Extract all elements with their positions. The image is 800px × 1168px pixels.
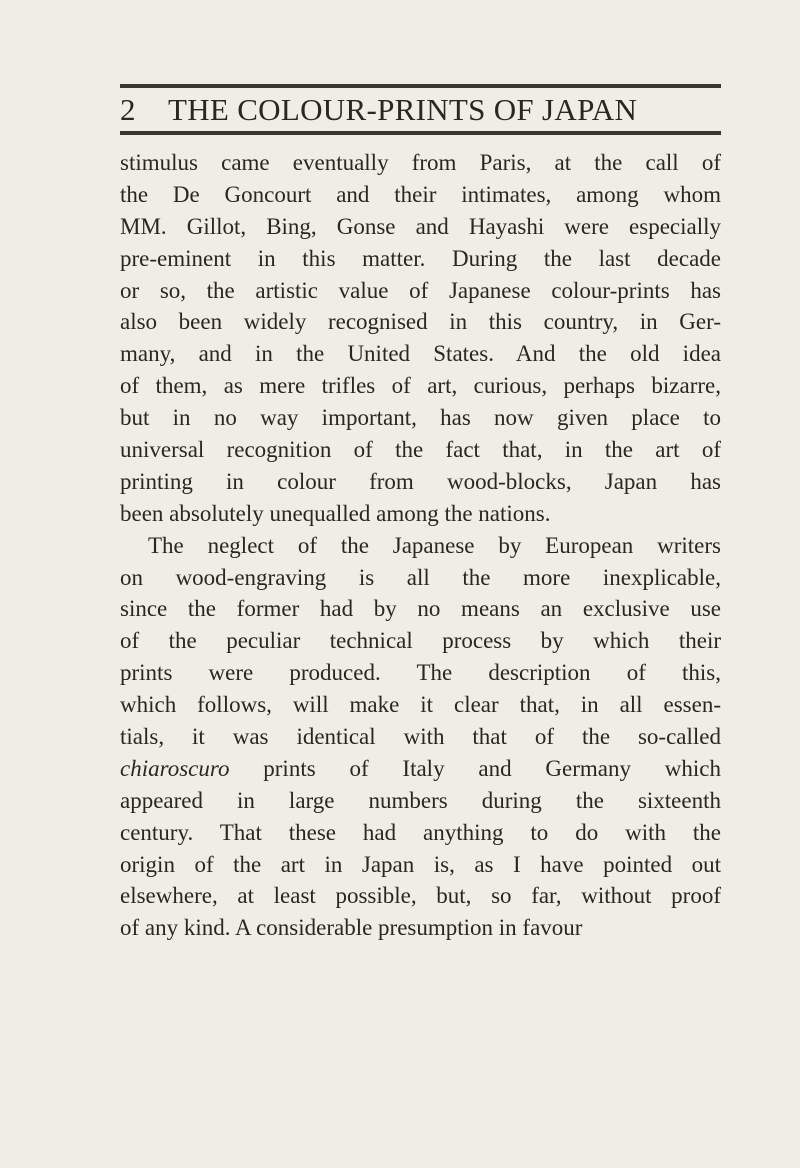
text-line: elsewhere, at least possible, but, so far, without proof [120, 883, 721, 909]
running-header [120, 90, 721, 130]
text-line: stimulus came eventually from Paris, at the call of [120, 150, 721, 175]
text-line: which follows, will make it clear that, in all essen- [120, 692, 721, 718]
text-line: of them, as mere trifles of art, curious, perhaps bizarre, [120, 373, 721, 399]
text-line: been absolutely unequalled among the nations. [120, 500, 551, 526]
text-line: universal recognition of the fact that, in the art of [120, 437, 721, 463]
text-line: tials, it was identical with that of the so-called [120, 724, 721, 750]
text-line: appeared in large numbers during the sixteenth [120, 787, 721, 813]
text-line [120, 753, 721, 785]
text-line: MM. Gillot, Bing, Gonse and Hayashi were especially [120, 213, 721, 239]
header-top-rule [120, 84, 721, 88]
text-line: also been widely recognised in this country, in Ger- [120, 309, 721, 335]
text-line: since the former had by no means an exclusive use [120, 596, 721, 622]
body-text [120, 147, 721, 944]
italic-term: chiaroscuro [120, 755, 230, 781]
text-line: of the peculiar technical process by which their [120, 628, 721, 654]
header-bottom-rule [120, 131, 721, 135]
text-line: prints were produced. The description of this, [120, 660, 721, 686]
text-line: the De Goncourt and their intimates, among whom [120, 181, 721, 207]
text-line: on wood-engraving is all the more inexplicable, [120, 564, 721, 590]
text-line-rest: prints of Italy and Germany which [263, 755, 721, 781]
text-line: pre-eminent in this matter. During the last decade [120, 245, 721, 271]
text-line: of any kind. A considerable presumption in favour [120, 915, 583, 941]
paragraph-start-line: The neglect of the Japanese by European writers [148, 532, 721, 558]
text-line: but in no way important, has now given place to [120, 405, 721, 431]
text-line: printing in colour from wood-blocks, Japan has [120, 468, 721, 494]
text-line: many, and in the United States. And the old idea [120, 341, 721, 367]
running-title: THE COLOUR-PRINTS OF JAPAN [168, 92, 638, 127]
text-line: or so, the artistic value of Japanese colour-prints has [120, 277, 721, 303]
text-line: origin of the art in Japan is, as I have pointed out [120, 851, 721, 877]
text-line: century. That these had anything to do with the [120, 819, 721, 845]
page-number: 2 [120, 92, 136, 127]
